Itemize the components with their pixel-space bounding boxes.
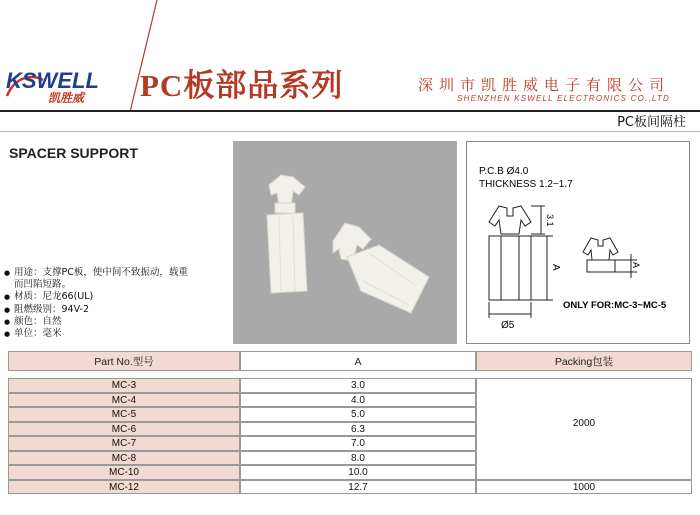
table-cell-part-no: MC-5 bbox=[8, 407, 240, 422]
spec-item bbox=[4, 267, 188, 279]
spec-list bbox=[4, 267, 188, 340]
technical-drawing bbox=[466, 141, 690, 344]
spacer-photo-image bbox=[233, 141, 457, 344]
table-cell-a: 6.3 bbox=[240, 422, 476, 437]
table-cell-a: 10.0 bbox=[240, 465, 476, 480]
table-cell-packing: 1000 bbox=[476, 480, 692, 495]
subtitle-rule bbox=[0, 131, 700, 132]
drawing-dim-a-small: A bbox=[631, 262, 641, 269]
drawing-only-for: ONLY FOR:MC-3~MC-5 bbox=[563, 300, 667, 311]
table-cell-part-no: MC-12 bbox=[8, 480, 240, 495]
spec-text: 颜色：自然 bbox=[14, 315, 62, 327]
table-cell-a: 4.0 bbox=[240, 393, 476, 408]
bullet-icon: ● bbox=[4, 305, 11, 314]
brand-logo-cn: 凯胜威 bbox=[48, 91, 85, 105]
header-part-no: Part No.型号 bbox=[8, 351, 240, 371]
spec-text: 用途：支撑PC板，使中间不致振动，载重 bbox=[14, 267, 188, 278]
table-header bbox=[8, 351, 692, 371]
table-cell-a: 7.0 bbox=[240, 436, 476, 451]
bullet-icon: ● bbox=[4, 330, 11, 339]
company-name-cn: 深圳市凯胜威电子有限公司 bbox=[417, 76, 670, 94]
spec-item bbox=[4, 316, 188, 328]
spec-item bbox=[4, 291, 188, 303]
table-cell-a: 3.0 bbox=[240, 378, 476, 393]
drawing-pcb-label: P.C.B Ø4.0 bbox=[479, 166, 529, 177]
table-cell-a: 8.0 bbox=[240, 451, 476, 466]
page-header bbox=[0, 0, 700, 112]
product-name: SPACER SUPPORT bbox=[9, 145, 138, 161]
product-photo bbox=[233, 141, 457, 344]
table-cell-packing: 2000 bbox=[476, 378, 692, 480]
bullet-icon: ● bbox=[4, 317, 11, 326]
spec-text: 材质：尼龙66(UL) bbox=[14, 291, 94, 303]
table-cell-part-no: MC-7 bbox=[8, 436, 240, 451]
bullet-icon: ● bbox=[4, 293, 11, 302]
table-cell-part-no: MC-4 bbox=[8, 393, 240, 408]
spec-text: 单位：毫米 bbox=[14, 328, 62, 340]
header-rule bbox=[0, 110, 700, 112]
spec-text: 阻燃级别：94V-2 bbox=[14, 303, 90, 315]
series-title: PC板部品系列 bbox=[140, 68, 344, 103]
drawing-dim-diameter: Ø5 bbox=[501, 320, 515, 331]
table-cell-part-no: MC-6 bbox=[8, 422, 240, 437]
header-a: A bbox=[240, 351, 476, 371]
bullet-icon: ● bbox=[4, 269, 11, 277]
spec-item bbox=[4, 304, 188, 316]
drawing-dim-3-1: 3.1 bbox=[545, 214, 555, 227]
drawing-dim-a: A bbox=[550, 264, 561, 271]
drawing-thickness-label: THICKNESS 1.2~1.7 bbox=[479, 179, 573, 190]
table-cell-a: 12.7 bbox=[240, 480, 476, 495]
table-cell-part-no: MC-10 bbox=[8, 465, 240, 480]
table-cell-part-no: MC-8 bbox=[8, 451, 240, 466]
company-name-en: SHENZHEN KSWELL ELECTRONICS CO.,LTD bbox=[457, 94, 670, 103]
table-cell-part-no: MC-3 bbox=[8, 378, 240, 393]
spacer-drawing-svg bbox=[467, 142, 689, 343]
spec-item bbox=[4, 328, 188, 340]
brand-logo: KSWELL bbox=[6, 68, 99, 93]
table-cell-a: 5.0 bbox=[240, 407, 476, 422]
spec-continuation: 而凹陷短路。 bbox=[14, 279, 72, 291]
header-packing: Packing包装 bbox=[476, 351, 692, 371]
page-subtitle: PC板间隔柱 bbox=[617, 115, 686, 130]
